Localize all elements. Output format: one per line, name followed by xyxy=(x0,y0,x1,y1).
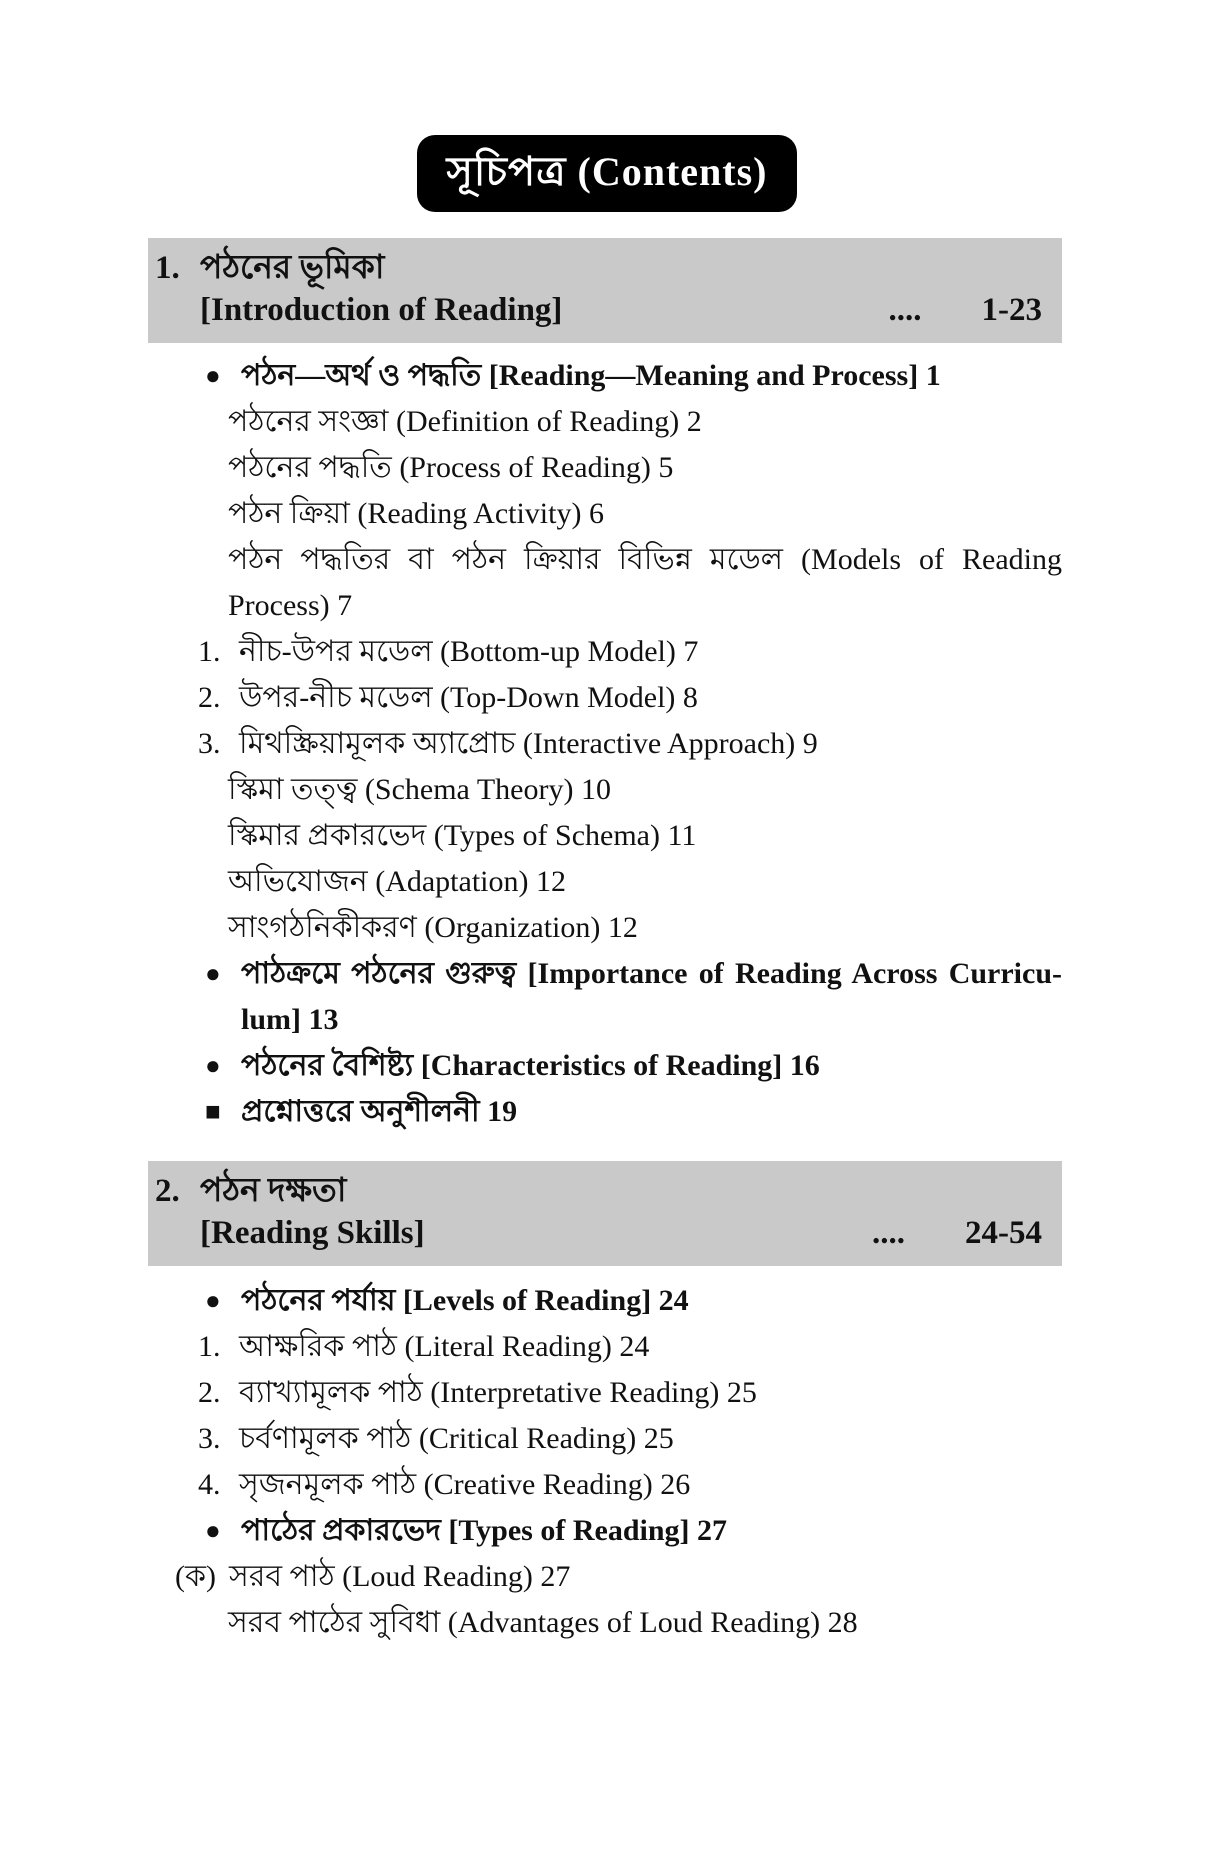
section-1-page-range-group xyxy=(889,289,1043,331)
toc-item-marker: 3. xyxy=(198,727,221,760)
toc-item xyxy=(148,905,1062,951)
toc-item xyxy=(148,353,1062,399)
section-1-leader-dots: .... xyxy=(888,292,922,328)
toc-item-text xyxy=(228,399,1062,445)
toc-item xyxy=(148,1278,1062,1324)
section-2-title-bengali: পঠন দক্ষতা xyxy=(200,1173,347,1209)
toc-item-text xyxy=(228,445,1062,491)
toc-item xyxy=(148,1554,1062,1600)
section-1-subtitle-row xyxy=(155,289,1042,331)
toc-item-marker: (ক) xyxy=(175,1560,216,1593)
toc-item xyxy=(148,675,1062,721)
bullet-icon: ● xyxy=(205,1516,221,1545)
toc-item-line: চর্বণামূলক পাঠ (Critical Reading) 25 xyxy=(239,1422,674,1455)
toc-item-line: প্রশ্নোত্তরে অনুশীলনী 19 xyxy=(241,1095,518,1128)
toc-item xyxy=(148,399,1062,445)
section-2-item-list xyxy=(148,1278,1062,1646)
section-2-title-row xyxy=(155,1170,1042,1212)
toc-item xyxy=(148,951,1062,1043)
section-1-title-row xyxy=(155,247,1042,289)
toc-item xyxy=(148,1508,1062,1554)
toc-item-marker: 2. xyxy=(198,681,221,714)
section-2-number: 2. xyxy=(155,1173,180,1209)
section-2-title-english: [Reading Skills] xyxy=(200,1215,425,1251)
section-2-header-bar xyxy=(148,1161,1062,1266)
toc-item xyxy=(148,491,1062,537)
bullet-icon: ● xyxy=(205,361,221,390)
toc-item xyxy=(148,721,1062,767)
toc-item-text xyxy=(239,675,1062,721)
section-2-page-range: 24-54 xyxy=(965,1215,1042,1251)
toc-item-line: সৃজনমূলক পাঠ (Creative Reading) 26 xyxy=(239,1468,691,1501)
toc-item-text xyxy=(239,1324,1062,1370)
section-1-page-range: 1-23 xyxy=(981,292,1042,328)
section-introduction-of-reading xyxy=(0,238,1214,1135)
toc-item-line: পাঠের প্রকারভেদ [Types of Reading] 27 xyxy=(241,1514,728,1547)
bullet-icon: ● xyxy=(205,959,221,988)
toc-item-text xyxy=(239,1370,1062,1416)
section-1-header-bar xyxy=(148,238,1062,343)
toc-item xyxy=(148,1043,1062,1089)
toc-item-text xyxy=(239,721,1062,767)
toc-item-line: পঠনের পর্যায় [Levels of Reading] 24 xyxy=(241,1284,689,1317)
toc-item-line: পঠনের সংজ্ঞা (Definition of Reading) 2 xyxy=(228,405,702,438)
toc-item xyxy=(148,813,1062,859)
toc-item-marker: 1. xyxy=(198,635,221,668)
toc-item-text xyxy=(228,491,1062,537)
bullet-icon: ● xyxy=(205,1051,221,1080)
toc-item xyxy=(148,859,1062,905)
toc-item-marker: 3. xyxy=(198,1422,221,1455)
toc-item-text xyxy=(228,767,1062,813)
toc-item-line: স্কিমা তত্ত্ব (Schema Theory) 10 xyxy=(228,773,611,806)
toc-item-line: সাংগঠনিকীকরণ (Organization) 12 xyxy=(228,911,638,944)
toc-item xyxy=(148,1370,1062,1416)
toc-item-line: ব্যাখ্যামূলক পাঠ (Interpretative Reading) 25 xyxy=(239,1376,757,1409)
section-2-page-range-group xyxy=(872,1212,1042,1254)
toc-item-text xyxy=(228,813,1062,859)
toc-item xyxy=(148,1324,1062,1370)
toc-item xyxy=(148,537,1062,629)
toc-item-text xyxy=(239,629,1062,675)
section-1-title-english: [Introduction of Reading] xyxy=(200,292,563,328)
toc-item-text xyxy=(241,1043,1062,1089)
toc-item-line: পঠন ক্রিয়া (Reading Activity) 6 xyxy=(228,497,604,530)
toc-item-marker: 4. xyxy=(198,1468,221,1501)
page-title-label: সূচিপত্র (Contents) xyxy=(446,149,768,194)
toc-item-text xyxy=(241,1508,1062,1554)
toc-item-line: lum] 13 xyxy=(241,1003,339,1036)
section-1-item-list xyxy=(148,353,1062,1135)
toc-item-line: সরব পাঠ (Loud Reading) 27 xyxy=(229,1560,571,1593)
toc-item-line: অভিযোজন (Adaptation) 12 xyxy=(228,865,566,898)
toc-item-text xyxy=(229,1554,1062,1600)
toc-item-text xyxy=(241,951,1062,1043)
toc-item-text xyxy=(228,859,1062,905)
toc-item-line: উপর-নীচ মডেল (Top-Down Model) 8 xyxy=(239,681,698,714)
toc-item-line: নীচ-উপর মডেল (Bottom-up Model) 7 xyxy=(239,635,699,668)
toc-item-text xyxy=(239,1462,1062,1508)
toc-item xyxy=(148,1416,1062,1462)
page-title xyxy=(417,135,798,212)
bullet-icon: ● xyxy=(205,1286,221,1315)
toc-item-text xyxy=(241,353,1062,399)
toc-item xyxy=(148,767,1062,813)
toc-item-marker: 1. xyxy=(198,1330,221,1363)
toc-item-text xyxy=(241,1089,1062,1135)
toc-item xyxy=(148,445,1062,491)
section-1-number: 1. xyxy=(155,250,180,286)
toc-item-text xyxy=(239,1416,1062,1462)
toc-item-line: পঠন—অর্থ ও পদ্ধতি [Reading—Meaning and Process] 1 xyxy=(241,359,941,392)
toc-item-line: সরব পাঠের সুবিধা (Advantages of Loud Reading) 28 xyxy=(228,1606,858,1639)
toc-item-line: আক্ষরিক পাঠ (Literal Reading) 24 xyxy=(239,1330,650,1363)
toc-item xyxy=(148,1462,1062,1508)
toc-item-line: Process) 7 xyxy=(228,589,353,622)
section-reading-skills xyxy=(0,1161,1214,1646)
toc-item xyxy=(148,1089,1062,1135)
toc-item-text xyxy=(228,905,1062,951)
toc-item xyxy=(148,1600,1062,1646)
toc-item-text xyxy=(228,537,1062,629)
toc-item-text xyxy=(228,1600,1062,1646)
toc-item-marker: 2. xyxy=(198,1376,221,1409)
toc-item-line: পঠনের পদ্ধতি (Process of Reading) 5 xyxy=(228,451,674,484)
toc-item-line: স্কিমার প্রকারভেদ (Types of Schema) 11 xyxy=(228,819,697,852)
toc-item-line: পঠন পদ্ধতির বা পঠন ক্রিয়ার বিভিন্ন মডেল (Models of Reading xyxy=(228,543,1062,576)
square-bullet-icon: ■ xyxy=(205,1097,221,1126)
toc-item xyxy=(148,629,1062,675)
toc-item-line: পঠনের বৈশিষ্ট্য [Characteristics of Reading] 16 xyxy=(241,1049,820,1082)
section-2-subtitle-row xyxy=(155,1212,1042,1254)
section-2-leader-dots: .... xyxy=(872,1215,905,1251)
toc-item-text xyxy=(241,1278,1062,1324)
toc-item-line: মিথস্ক্রিয়ামূলক অ্যাপ্রোচ (Interactive Approach) 9 xyxy=(239,727,818,760)
toc-item-line: পাঠক্রমে পঠনের গুরুত্ব [Importance of Reading Across Curricu- xyxy=(241,957,1062,990)
section-1-title-bengali: পঠনের ভূমিকা xyxy=(200,250,385,286)
